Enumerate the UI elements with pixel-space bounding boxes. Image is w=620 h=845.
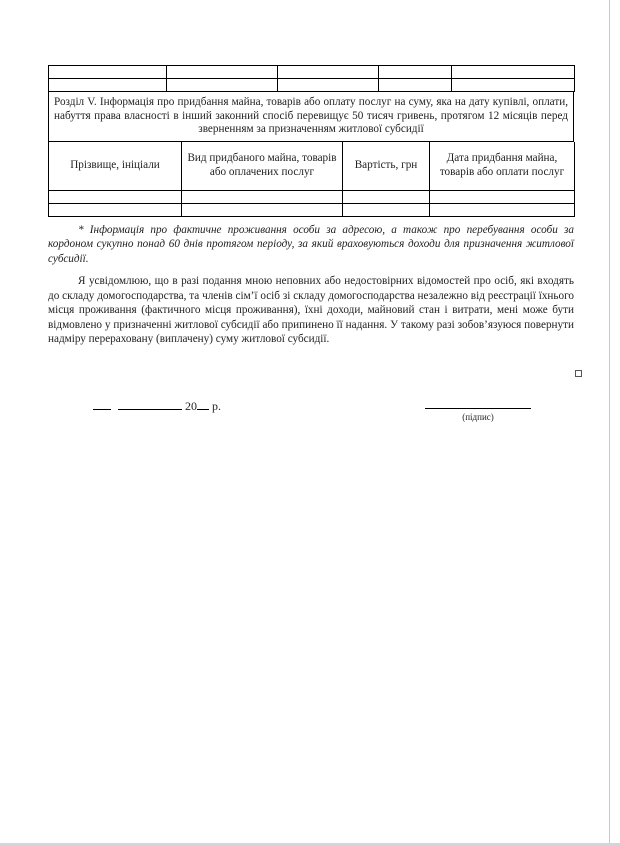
table-cell[interactable] xyxy=(278,66,379,79)
table-cell[interactable] xyxy=(430,190,575,203)
previous-section-table xyxy=(48,65,575,92)
column-header-item-type: Вид придбаного майна, товарів або оплачених послуг xyxy=(182,142,343,191)
table-cell[interactable] xyxy=(379,66,452,79)
year-blank[interactable] xyxy=(197,397,209,410)
table-cell[interactable] xyxy=(49,66,167,79)
table-cell[interactable] xyxy=(49,190,182,203)
table-cell[interactable] xyxy=(452,79,575,92)
day-blank[interactable] xyxy=(93,397,111,410)
purchases-table xyxy=(48,142,575,217)
signature-label: (підпис) xyxy=(462,412,494,422)
table-cell[interactable] xyxy=(167,66,278,79)
date-field[interactable] xyxy=(93,397,221,414)
table-cell[interactable] xyxy=(343,190,430,203)
table-cell[interactable] xyxy=(182,190,343,203)
table-cell[interactable] xyxy=(49,203,182,216)
table-header-row xyxy=(49,142,575,191)
section-text: Інформація про придбання майна, товарів або оплату послуг на суму, яка на дату купівлі, оплати, набуття права власності в інший законний спосіб перевищує 50 тисяч гривень, протягом 12 місяців перед зверненням за призначенням житлової субсидії xyxy=(54,96,569,135)
month-blank[interactable] xyxy=(118,397,182,410)
column-header-purchase-date: Дата придбання майна, товарів або оплати послуг xyxy=(430,142,575,191)
section-label: Розділ V. xyxy=(54,96,97,108)
table-cell[interactable] xyxy=(343,203,430,216)
page-edge-right xyxy=(609,0,610,845)
paragraph-marker-icon xyxy=(575,370,582,377)
column-header-cost: Вартість, грн xyxy=(343,142,430,191)
table-cell[interactable] xyxy=(49,79,167,92)
table-row xyxy=(49,190,575,203)
year-prefix: 20 xyxy=(185,399,197,413)
table-cell[interactable] xyxy=(278,79,379,92)
signature-line[interactable] xyxy=(425,408,531,409)
signature-row xyxy=(93,397,533,427)
section-v-heading xyxy=(48,92,574,142)
table-cell[interactable] xyxy=(182,203,343,216)
table-cell[interactable] xyxy=(167,79,278,92)
footnote: * Інформація про фактичне проживання особи за адресою, а також про перебування особи за кордоном сукупно понад 60 днів протягом періоду, за який враховуються доходи для призначення житлової субсидії. xyxy=(48,223,574,265)
declaration-paragraph: Я усвідомлюю, що в разі подання мною неповних або недостовірних відомостей про осіб, які входять до складу домогосподарства, та членів сім’ї осіб зі складу домогосподарства незалежно від реєстрації їхнього місця проживання (фактичного місця проживання), їхні доходи, майновий стан і витрати, мені може бути відмовлено у призначенні житлової субсидії або припинено її надання. У такому разі зобов’язуюся повернути надміру перераховану (виплачену) суму житлової субсидії. xyxy=(48,275,574,345)
table-cell[interactable] xyxy=(430,203,575,216)
table-cell[interactable] xyxy=(452,66,575,79)
column-header-name: Прізвище, ініціали xyxy=(49,142,182,191)
document-body xyxy=(48,65,574,347)
table-row xyxy=(49,203,575,216)
table-cell[interactable] xyxy=(379,79,452,92)
table-row xyxy=(49,66,575,79)
year-suffix: р. xyxy=(212,399,221,413)
table-row xyxy=(49,79,575,92)
